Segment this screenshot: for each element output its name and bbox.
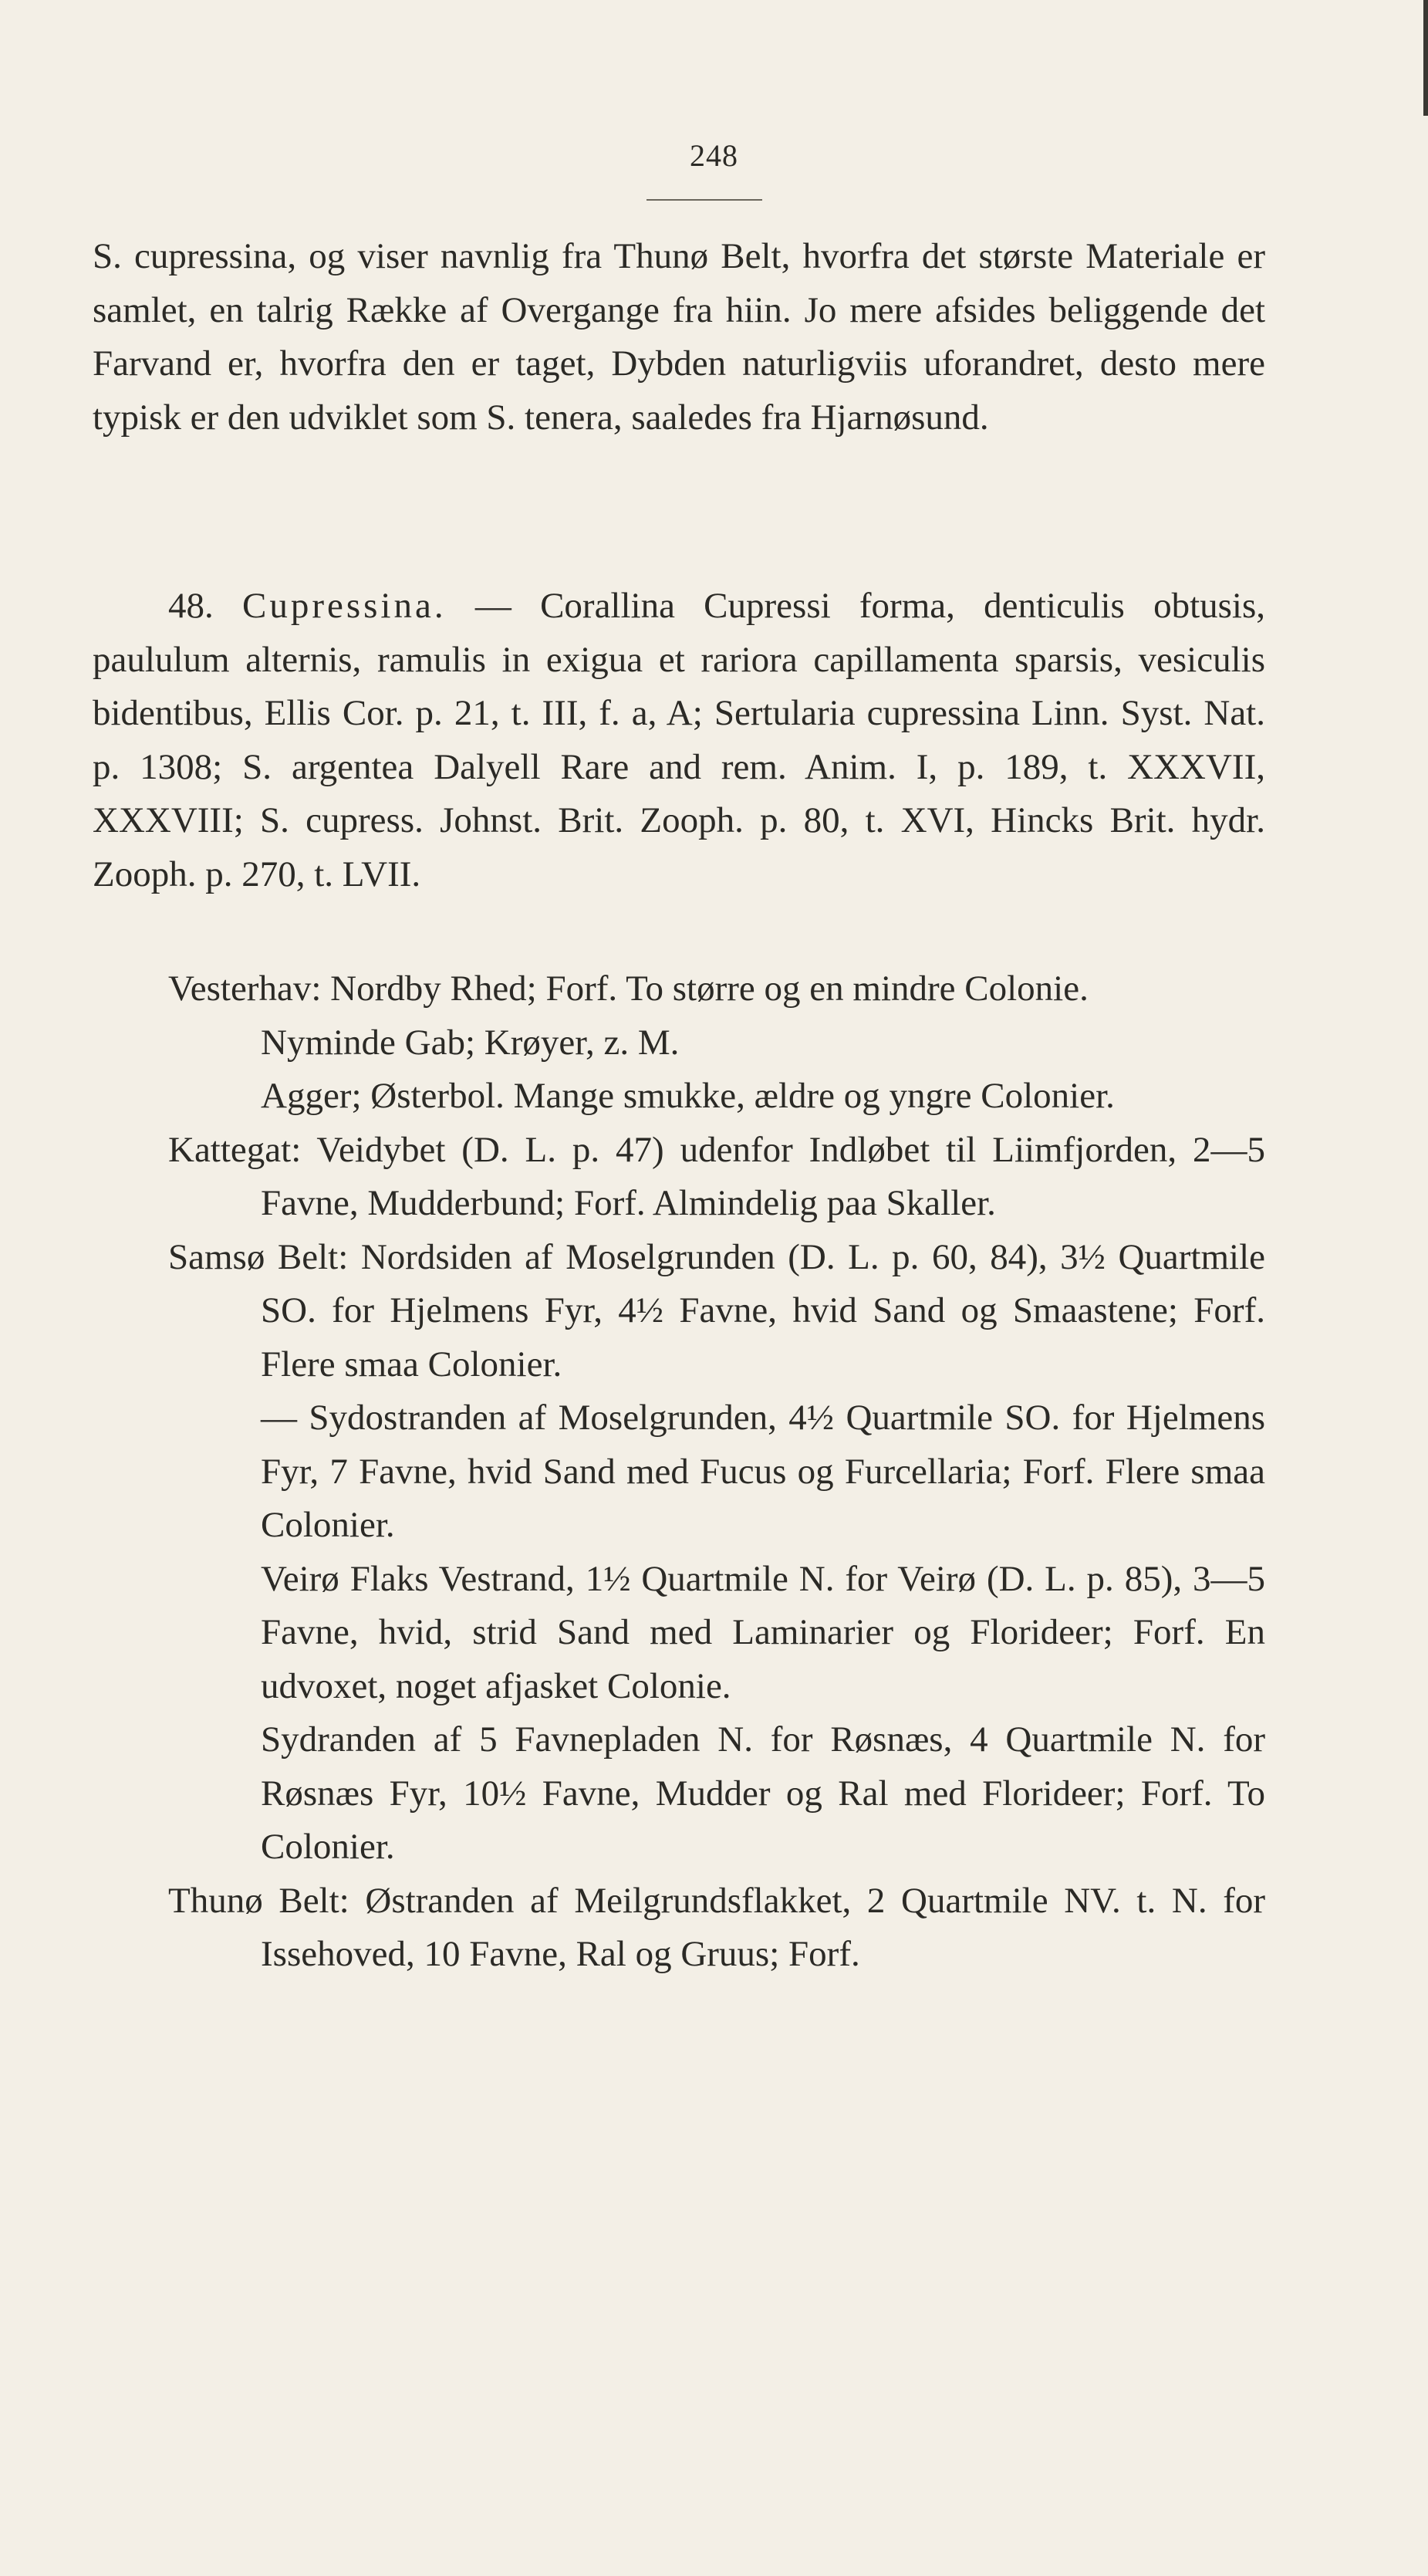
page-edge-mark — [1423, 0, 1428, 116]
region-name: Vesterhav: — [168, 969, 322, 1009]
locality-entry: Veirø Flaks Vestrand, 1½ Quartmile N. for Veirø (D. L. p. 85), 3—5 Favne, hvid, strid Sand med Laminarier og Florideer; Forf. En udvoxet, noget afjasket Colonie. — [261, 1558, 1265, 1706]
species-number: 48. — [168, 586, 214, 626]
locality-text: Østranden af Meilgrundsflakket, 2 Quartmile NV. t. N. for Issehoved, 10 Favne, Ral og Gruus; Forf. — [261, 1880, 1265, 1974]
intro-paragraph: S. cupressina, og viser navnlig fra Thunø Belt, hvorfra det største Materiale er samlet, en talrig Række af Overgange fra hiin. Jo mere afsides beliggende det Farvand er, hvorfra den er taget, Dybden naturligviis uforandret, desto mere typisk er den udviklet som S. tenera, saaledes fra Hjarnøsund. — [93, 236, 1265, 438]
page-number-rule — [646, 199, 762, 201]
locality-entry: — Sydostranden af Moselgrunden, 4½ Quartmile SO. for Hjelmens Fyr, 7 Favne, hvid Sand med Fucus og Furcellaria; Forf. Flere smaa Colonier. — [261, 1398, 1265, 1545]
locality-entry — [93, 1231, 1265, 1392]
locality-entry — [93, 962, 1265, 1016]
locality-entry: Agger; Østerbol. Mange smukke, ældre og yngre Colonier. — [261, 1076, 1115, 1116]
locality-text: Nordsiden af Moselgrunden (D. L. p. 60, 84), 3½ Quartmile SO. for Hjelmens Fyr, 4½ Favne, hvid Sand og Smaastene; Forf. Flere smaa Colonier. — [261, 1236, 1266, 1384]
locality-entry — [93, 1875, 1265, 1982]
locality-group-thuno-belt — [93, 1875, 1265, 1982]
species-description: — Corallina Cupressi forma, denticulis obtusis, paululum alternis, ramulis in exigua et rariora capillamenta sparsis, vesiculis bidentibus, Ellis Cor. p. 21, t. III, f. a, A; Sertularia cupressina Linn. Syst. Nat. p. 1308; S. argentea Dalyell Rare and rem. Anim. I, p. 189, t. XXXVII, XXXVIII; S. cupress. Johnst. Brit. Zooph. p. 80, t. XVI, Hincks Brit. hydr. Zooph. p. 270, t. LVII. — [93, 586, 1266, 894]
intro-paragraph-block — [93, 230, 1265, 445]
localities-list — [93, 962, 1265, 1982]
species-entry — [93, 580, 1265, 901]
locality-group-kattegat — [93, 1124, 1265, 1231]
region-name: Samsø Belt: — [168, 1236, 349, 1277]
region-name: Thunø Belt: — [168, 1880, 349, 1921]
locality-entry: Sydranden af 5 Favnepladen N. for Røsnæs, 4 Quartmile N. for Røsnæs Fyr, 10½ Favne, Mudder og Ral med Florideer; Forf. To Colonier. — [261, 1719, 1265, 1867]
species-name: Cupressina. — [241, 586, 447, 626]
locality-group-samso-belt — [93, 1231, 1265, 1875]
page-number: 248 — [690, 138, 738, 173]
region-name: Kattegat: — [168, 1129, 302, 1170]
locality-text: Nordby Rhed; Forf. To større og en mindre Colonie. — [330, 969, 1089, 1009]
locality-group-vesterhav — [93, 962, 1265, 1124]
locality-entry — [93, 1124, 1265, 1231]
locality-text: Veidybet (D. L. p. 47) udenfor Indløbet til Liimfjorden, 2—5 Favne, Mudderbund; Forf. Almindelig paa Skaller. — [261, 1129, 1265, 1223]
locality-entry: Nyminde Gab; Krøyer, z. M. — [261, 1022, 680, 1063]
species-paragraph — [93, 580, 1265, 901]
